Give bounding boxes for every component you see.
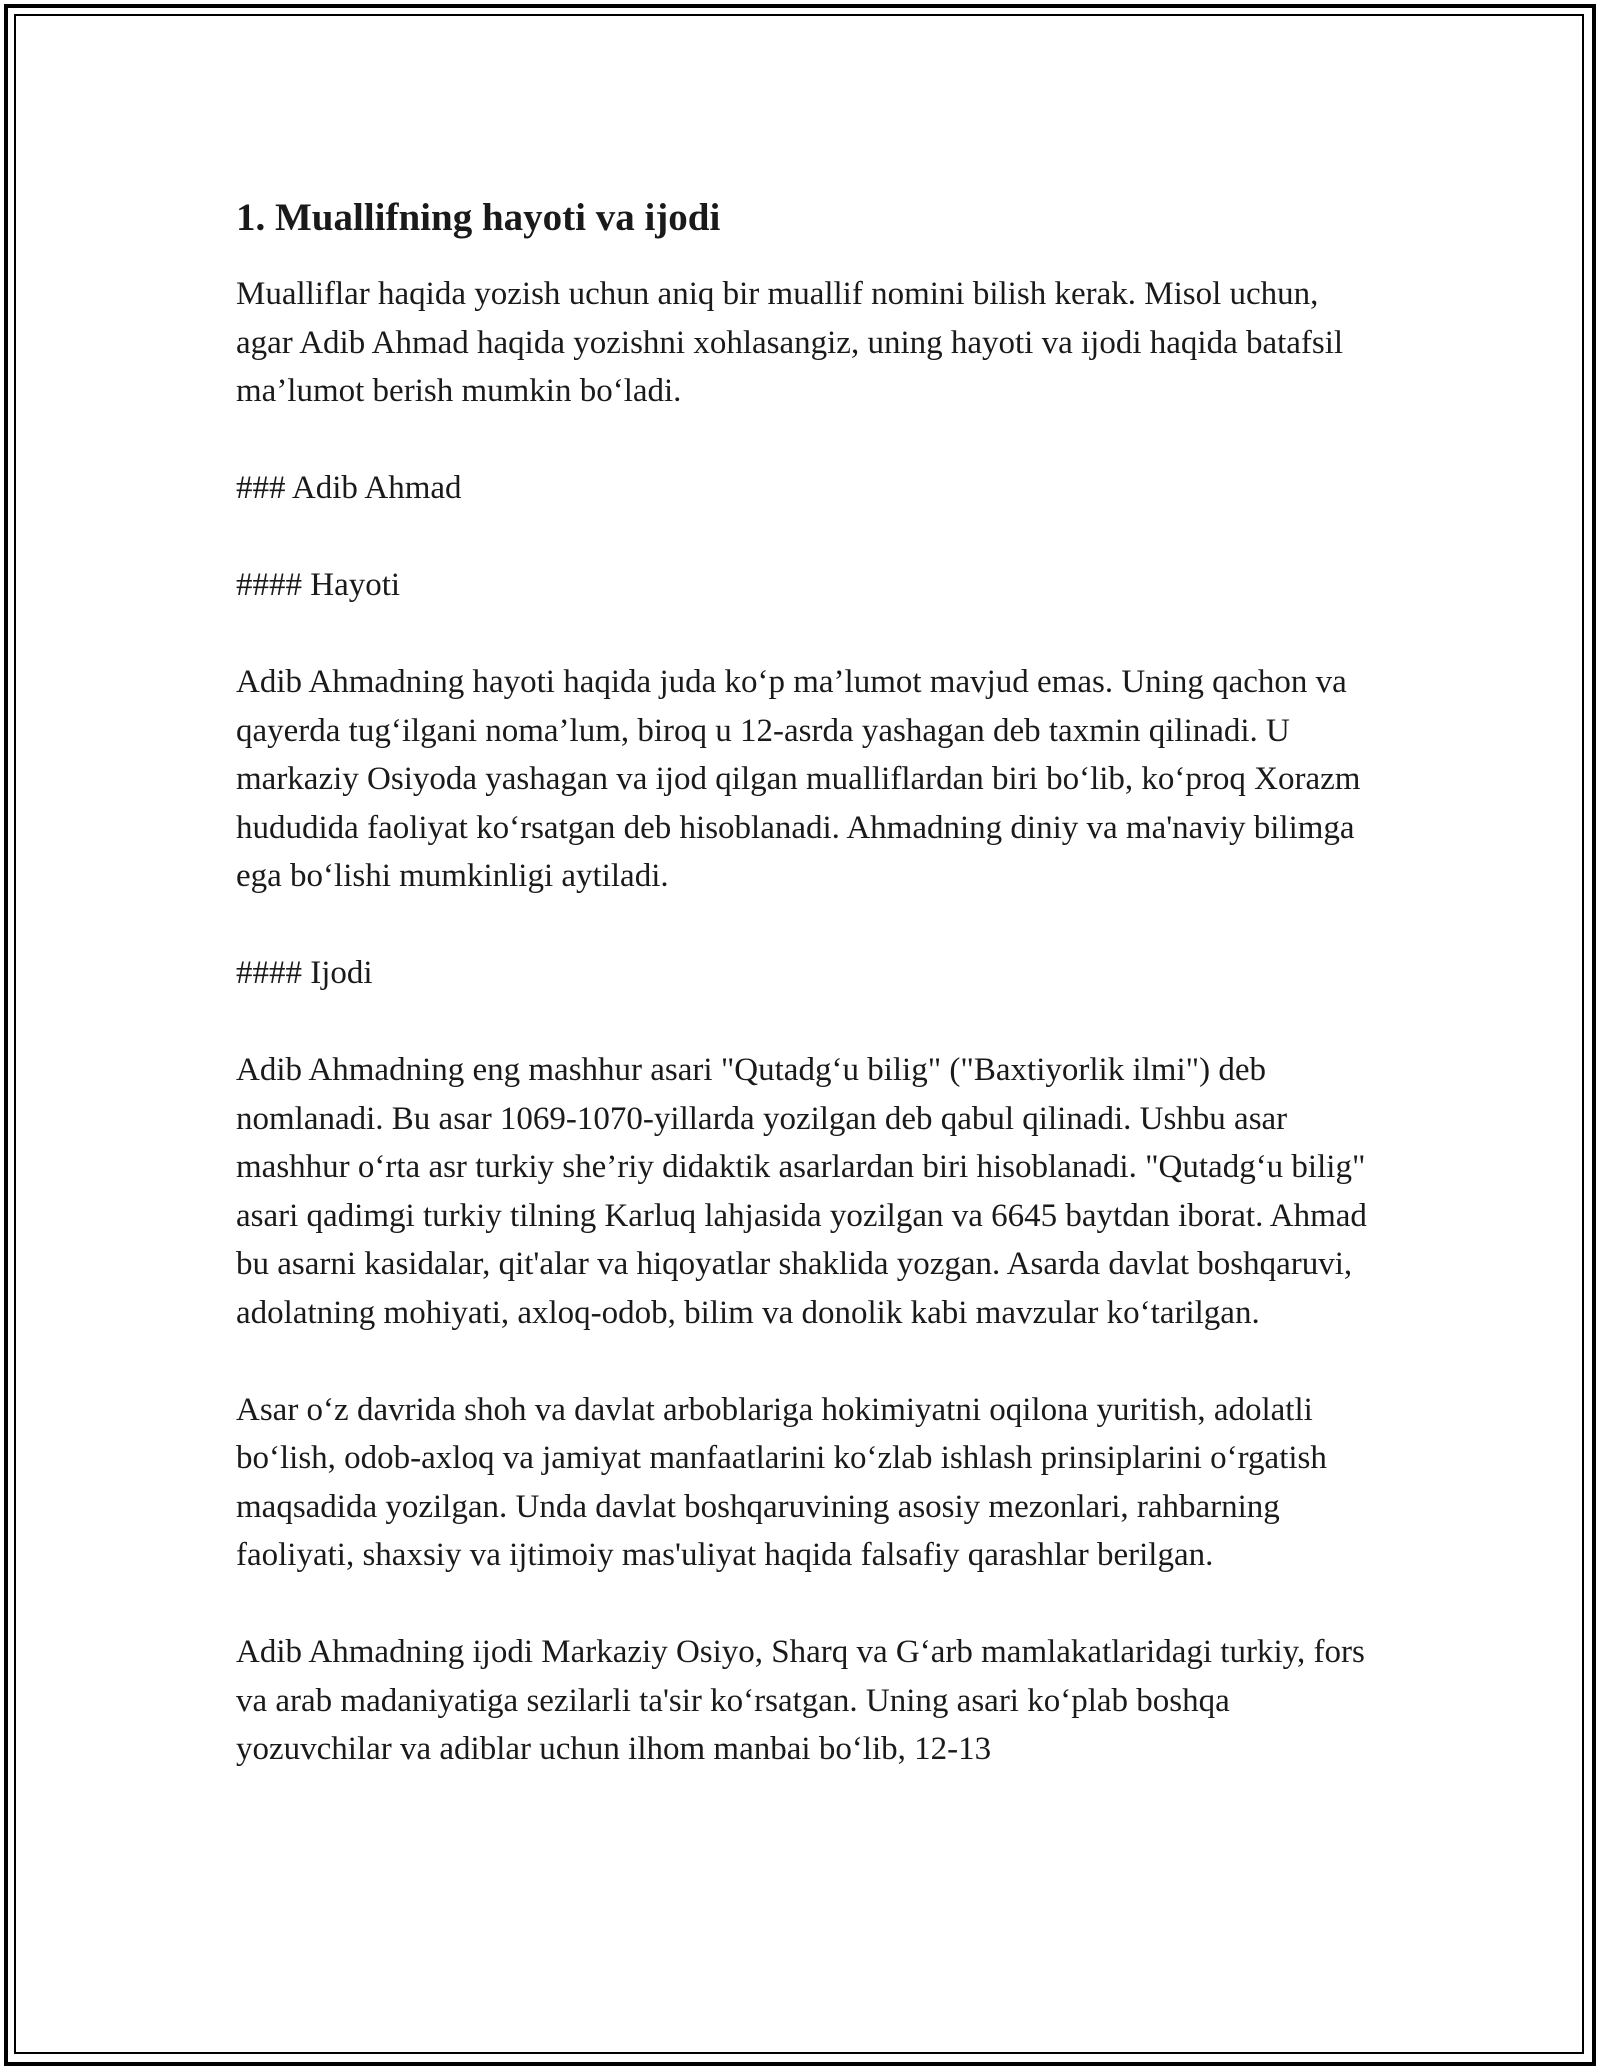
hayoti-paragraph: Adib Ahmadning hayoti haqida juda ko‘p ma’lumot mavjud emas. Uning qachon va qayerda tug‘ilgani noma’lum, biroq u 12-asrda yashagan deb taxmin qilinadi. U markaziy Osiyoda yashagan va ijod qilgan mualliflardan biri bo‘lib, ko‘proq Xorazm hududida faoliyat ko‘rsatgan deb hisoblanadi. Ahmadning diniy va ma'naviy bilimga ega bo‘lishi mumkinligi aytiladi. (236, 664, 1361, 894)
heading-ijodi: #### Ijodi (236, 955, 373, 991)
heading-hayoti: #### Hayoti (236, 567, 401, 603)
ijodi-paragraph-3: Adib Ahmadning ijodi Markaziy Osiyo, Sharq va G‘arb mamlakatlaridagi turkiy, fors va arab madaniyatiga sezilarli ta'sir ko‘rsatgan. Uning asari ko‘plab boshqa yozuvchilar va adiblar uchun ilhom manbai bo‘lib, 12-13 (236, 1634, 1365, 1767)
intro-paragraph: Mualliflar haqida yozish uchun aniq bir muallif nomini bilish kerak. Misol uchun, agar Adib Ahmad haqida yozishni xohlasangiz, uning hayoti va ijodi haqida batafsil ma’lumot berish mumkin bo‘ladi. (236, 276, 1344, 409)
section-title: 1. Muallifning hayoti va ijodi (236, 196, 721, 239)
document-page (236, 182, 1376, 1822)
ijodi-paragraph-2: Asar o‘z davrida shoh va davlat arboblariga hokimiyatni oqilona yuritish, adolatli bo‘lish, odob-axloq va jamiyat manfaatlarini ko‘zlab ishlash prinsiplarini o‘rgatish maqsadida yozilgan. Unda davlat boshqaruvining asosiy mezonlari, rahbarning faoliyati, shaxsiy va ijtimoiy mas'uliyat haqida falsafiy qarashlar berilgan. (236, 1391, 1327, 1573)
ijodi-paragraph-1: Adib Ahmadning eng mashhur asari "Qutadg‘u bilig" ("Baxtiyorlik ilmi") deb nomlanadi. Bu asar 1069-1070-yillarda yozilgan deb qabul qilinadi. Ushbu asar mashhur o‘rta asr turkiy she’riy didaktik asarlardan biri hisoblanadi. "Qutadg‘u bilig" asari qadimgi turkiy tilning Karluq lahjasida yozilgan va 6645 baytdan iborat. Ahmad bu asarni kasidalar, qit'alar va hiqoyatlar shaklida yozgan. Asarda davlat boshqaruvi, adolatning mohiyati, axloq-odob, bilim va donolik kabi mavzular ko‘tarilgan. (236, 1052, 1367, 1331)
heading-adib-ahmad: ### Adib Ahmad (236, 470, 462, 506)
